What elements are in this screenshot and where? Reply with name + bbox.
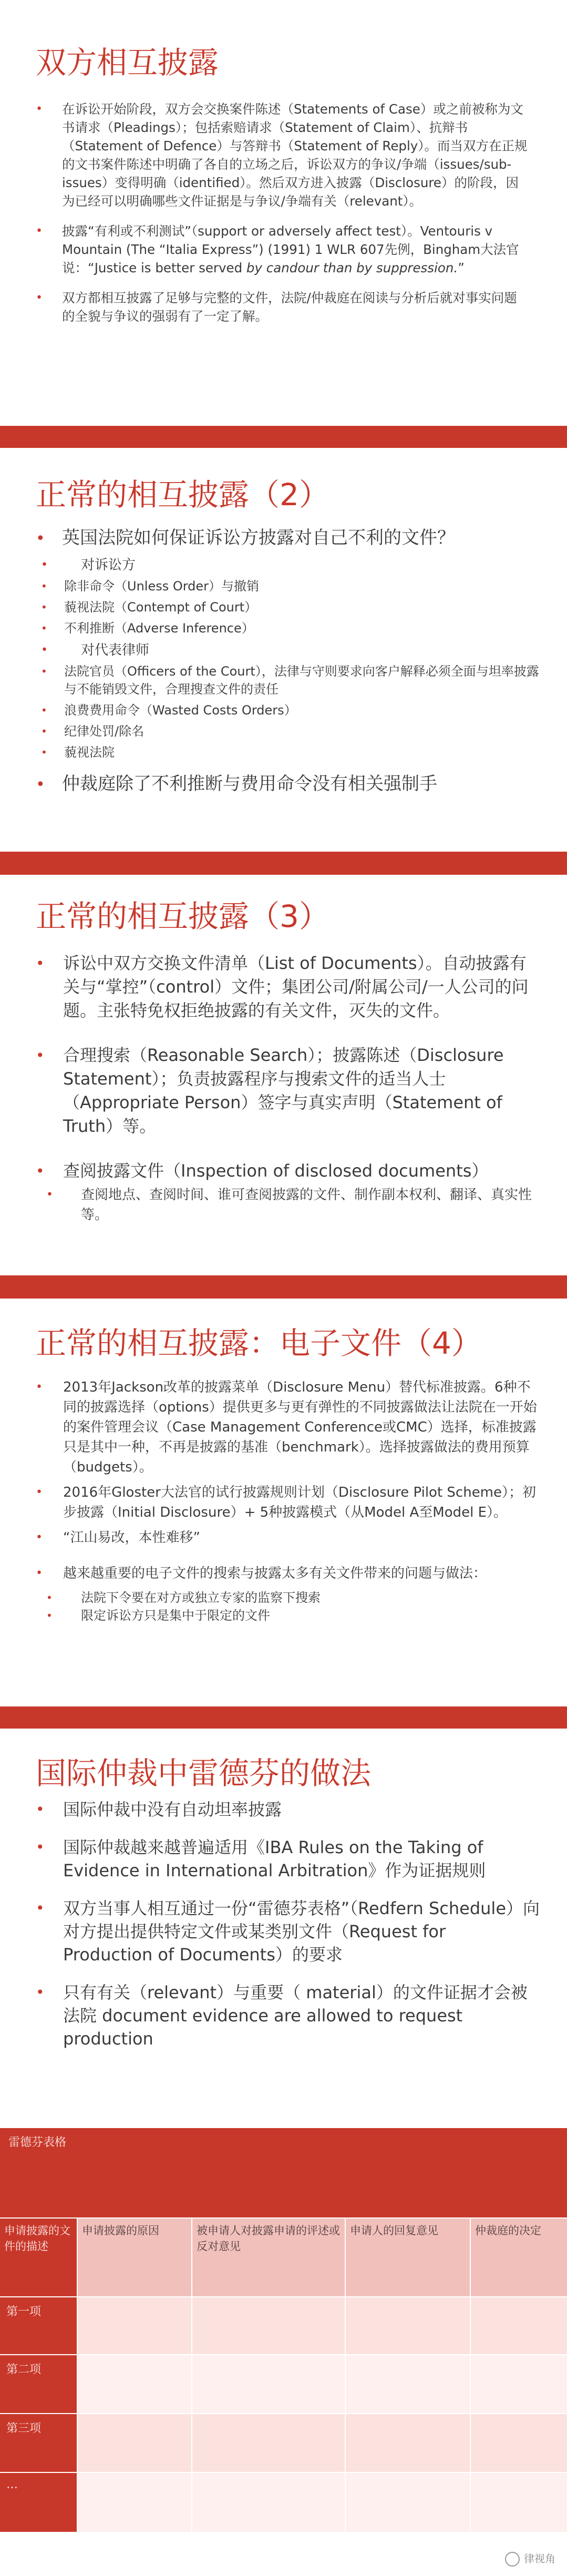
table-title: 雷德芬表格 — [8, 2136, 67, 2149]
bullet-item: • 双方当事人相互通过一份“雷德芬表格”（Redfern Schedule）向对方提出提供特定文件或某类别文件（Request for Production of Documents）的要求 — [36, 1897, 540, 1966]
sub-item: • 浪费费用命令（Wasted Costs Orders） — [36, 701, 540, 719]
header-label: 被申请人对披露申请的评述或反对意见 — [197, 2224, 340, 2253]
table-cell — [346, 2297, 470, 2354]
bullet-item: • 国际仲裁中没有自动坦率披露 — [36, 1798, 540, 1821]
bullet-item: • 越来越重要的电子文件的搜索与披露太多有关文件带来的问题与做法： — [36, 1563, 540, 1583]
slide-divider — [0, 1706, 567, 1729]
slide-title: 正常的相互披露（3） — [36, 898, 329, 934]
table-cell — [78, 2473, 191, 2532]
table-header-cell — [192, 2219, 345, 2296]
table-row-label — [0, 2473, 77, 2532]
bullet-text: 披露“有利或不利测试”（support or adversely affect test）。Ventouris v Mountain (The “Italia Express”) (1991) 1 WLR 607先例，Bingham大法官说：“Justice is better served — [62, 223, 519, 275]
group-heading: • 对代表律师 — [36, 640, 540, 660]
header-label: 申请披露的原因 — [82, 2224, 159, 2237]
watermark — [505, 2550, 555, 2567]
watermark-text: 律视角 — [524, 2552, 555, 2565]
table-row-label — [0, 2414, 77, 2472]
table-cell — [192, 2414, 345, 2472]
table-cell — [78, 2297, 191, 2354]
quote-italic: by candour than by suppression. — [246, 260, 458, 275]
table-cell — [346, 2355, 470, 2413]
bullet-item: • 只有有关（relevant）与重要（ material）的文件证据才会被法院 document evidence are allowed to request production — [36, 1981, 540, 2050]
sub-item: • 藐视法院 — [36, 743, 540, 761]
header-label: 仲裁庭的决定 — [475, 2224, 541, 2237]
sub-item: • 查阅地点、查阅时间、谁可查阅披露的文件、制作副本权利、翻译、真实性等。 — [36, 1185, 540, 1225]
slide-title: 正常的相互披露：电子文件（4） — [36, 1325, 482, 1361]
bullet-item: • 查阅披露文件（Inspection of disclosed documents） — [36, 1159, 540, 1183]
row-label: 第一项 — [6, 2305, 42, 2318]
table-cell — [192, 2355, 345, 2413]
sub-item: • 不利推断（Adverse Inference） — [36, 619, 540, 637]
header-label: 申请人的回复意见 — [350, 2224, 438, 2237]
bullet-list — [36, 952, 540, 1225]
row-label: 第三项 — [6, 2422, 42, 2435]
bullet-item: • 仲裁庭除了不利推断与费用命令没有相关强制手 — [36, 772, 540, 796]
sub-item: • 法院下令要在对方或独立专家的监察下搜索 — [36, 1589, 540, 1607]
table-cell — [346, 2414, 470, 2472]
table-cell — [471, 2414, 567, 2472]
bullet-list — [36, 1377, 540, 1624]
quote-end: ” — [458, 260, 465, 275]
slide-title: 正常的相互披露（2） — [36, 477, 329, 513]
bullet-item: • 2013年Jackson改革的披露菜单（Disclosure Menu）替代标准披露。6种不同的披露选择（options）提供更多与更有弹性的不同披露做法让法院在一开始的案件管理会议（Case Management Conference或CMC）选择，标准披露只是其中一种，不再是披露的基准（benchmark）。选择披露做法的费用预算（budgets）。 — [36, 1377, 540, 1477]
row-label: … — [6, 2478, 18, 2491]
sub-item: • 限定诉讼方只是集中于限定的文件 — [36, 1607, 540, 1624]
table-header-cell — [78, 2219, 191, 2296]
table-cell — [78, 2414, 191, 2472]
slide-title: 双方相互披露 — [36, 45, 219, 80]
row-label: 第二项 — [6, 2363, 42, 2376]
bullet-item: • “江山易改，本性难移” — [36, 1528, 540, 1548]
bullet-item: • 2016年Gloster大法官的试行披露规则计划（Disclosure Pilot Scheme）；初步披露（Initial Disclosure）+ 5种披露模式（从Model A至Model E）。 — [36, 1483, 540, 1522]
table-cell — [192, 2297, 345, 2354]
sub-item: • 藐视法院（Contempt of Court） — [36, 598, 540, 616]
wechat-icon — [505, 2552, 520, 2567]
table-cell — [346, 2473, 470, 2532]
slide-divider — [0, 852, 567, 875]
table-header-cell — [0, 2219, 77, 2296]
bullet-item: • 英国法院如何保证诉讼方披露对自己不利的文件？ — [36, 526, 540, 550]
table-row-label — [0, 2297, 77, 2354]
sub-item: • 纪律处罚/除名 — [36, 722, 540, 740]
header-label: 申请披露的文件的描述 — [4, 2224, 70, 2253]
slide-divider — [0, 1275, 567, 1299]
bullet-item: • 诉讼中双方交换文件清单（List of Documents）。自动披露有关与“掌控”（control）文件；集团公司/附属公司/一人公司的问题。主张特免权拒绝披露的有关文件，灭失的文件。 — [36, 952, 540, 1023]
table-row-label — [0, 2355, 77, 2413]
bullet-item: • 国际仲裁越来越普遍适用《IBA Rules on the Taking of Evidence in International Arbitration》作为证据规则 — [36, 1836, 540, 1882]
slide-divider — [0, 426, 567, 448]
sub-item: • 法院官员（Officers of the Court），法律与守则要求向客户解释必须全面与坦率披露与不能销毁文件，合理搜查文件的责任 — [36, 662, 540, 698]
bullet-item: • 合理搜索（Reasonable Search）；披露陈述（Disclosure Statement）；负责披露程序与搜索文件的适当人士（Appropriate Person）签字与真实声明（Statement of Truth）等。 — [36, 1044, 540, 1138]
table-cell — [78, 2355, 191, 2413]
table-header-cell — [346, 2219, 470, 2296]
table-cell — [471, 2473, 567, 2532]
slide-mutual-disclosure — [0, 0, 567, 400]
bullet-item — [36, 222, 530, 277]
sub-item: • 除非命令（Unless Order）与撤销 — [36, 577, 540, 595]
bullet-item: • 在诉讼开始阶段，双方会交换案件陈述（Statements of Case）或之前被称为文书请求（Pleadings）；包括索赔请求（Statement of Claim）、抗辩书（Statement of Defence）与答辩书（Statement of Reply）。而当双方在正规的文书案件陈述中明确了各自的立场之后，诉讼双方的争议/争端（issues/sub-issues）变得明确（identified）。然后双方进入披露（Disclosure）的阶段，因为已经可以明确哪些文件证据是与争议/争端有关（relevant）。 — [36, 100, 530, 210]
redfern-schedule-table — [0, 2128, 567, 2576]
bullet-list — [36, 1798, 540, 2065]
bullet-item: • 双方都相互披露了足够与完整的文件，法院/仲裁庭在阅读与分析后就对事实问题的全貌与争议的强弱有了一定了解。 — [36, 289, 530, 325]
table-title-row — [0, 2128, 567, 2217]
table-cell — [471, 2355, 567, 2413]
table-header-cell — [471, 2219, 567, 2296]
bullet-list — [36, 100, 530, 337]
table-cell — [192, 2473, 345, 2532]
group-heading: • 对诉讼方 — [36, 555, 540, 575]
table-cell — [471, 2297, 567, 2354]
bullet-list — [36, 526, 540, 796]
slide-title: 国际仲裁中雷德芬的做法 — [36, 1755, 372, 1791]
